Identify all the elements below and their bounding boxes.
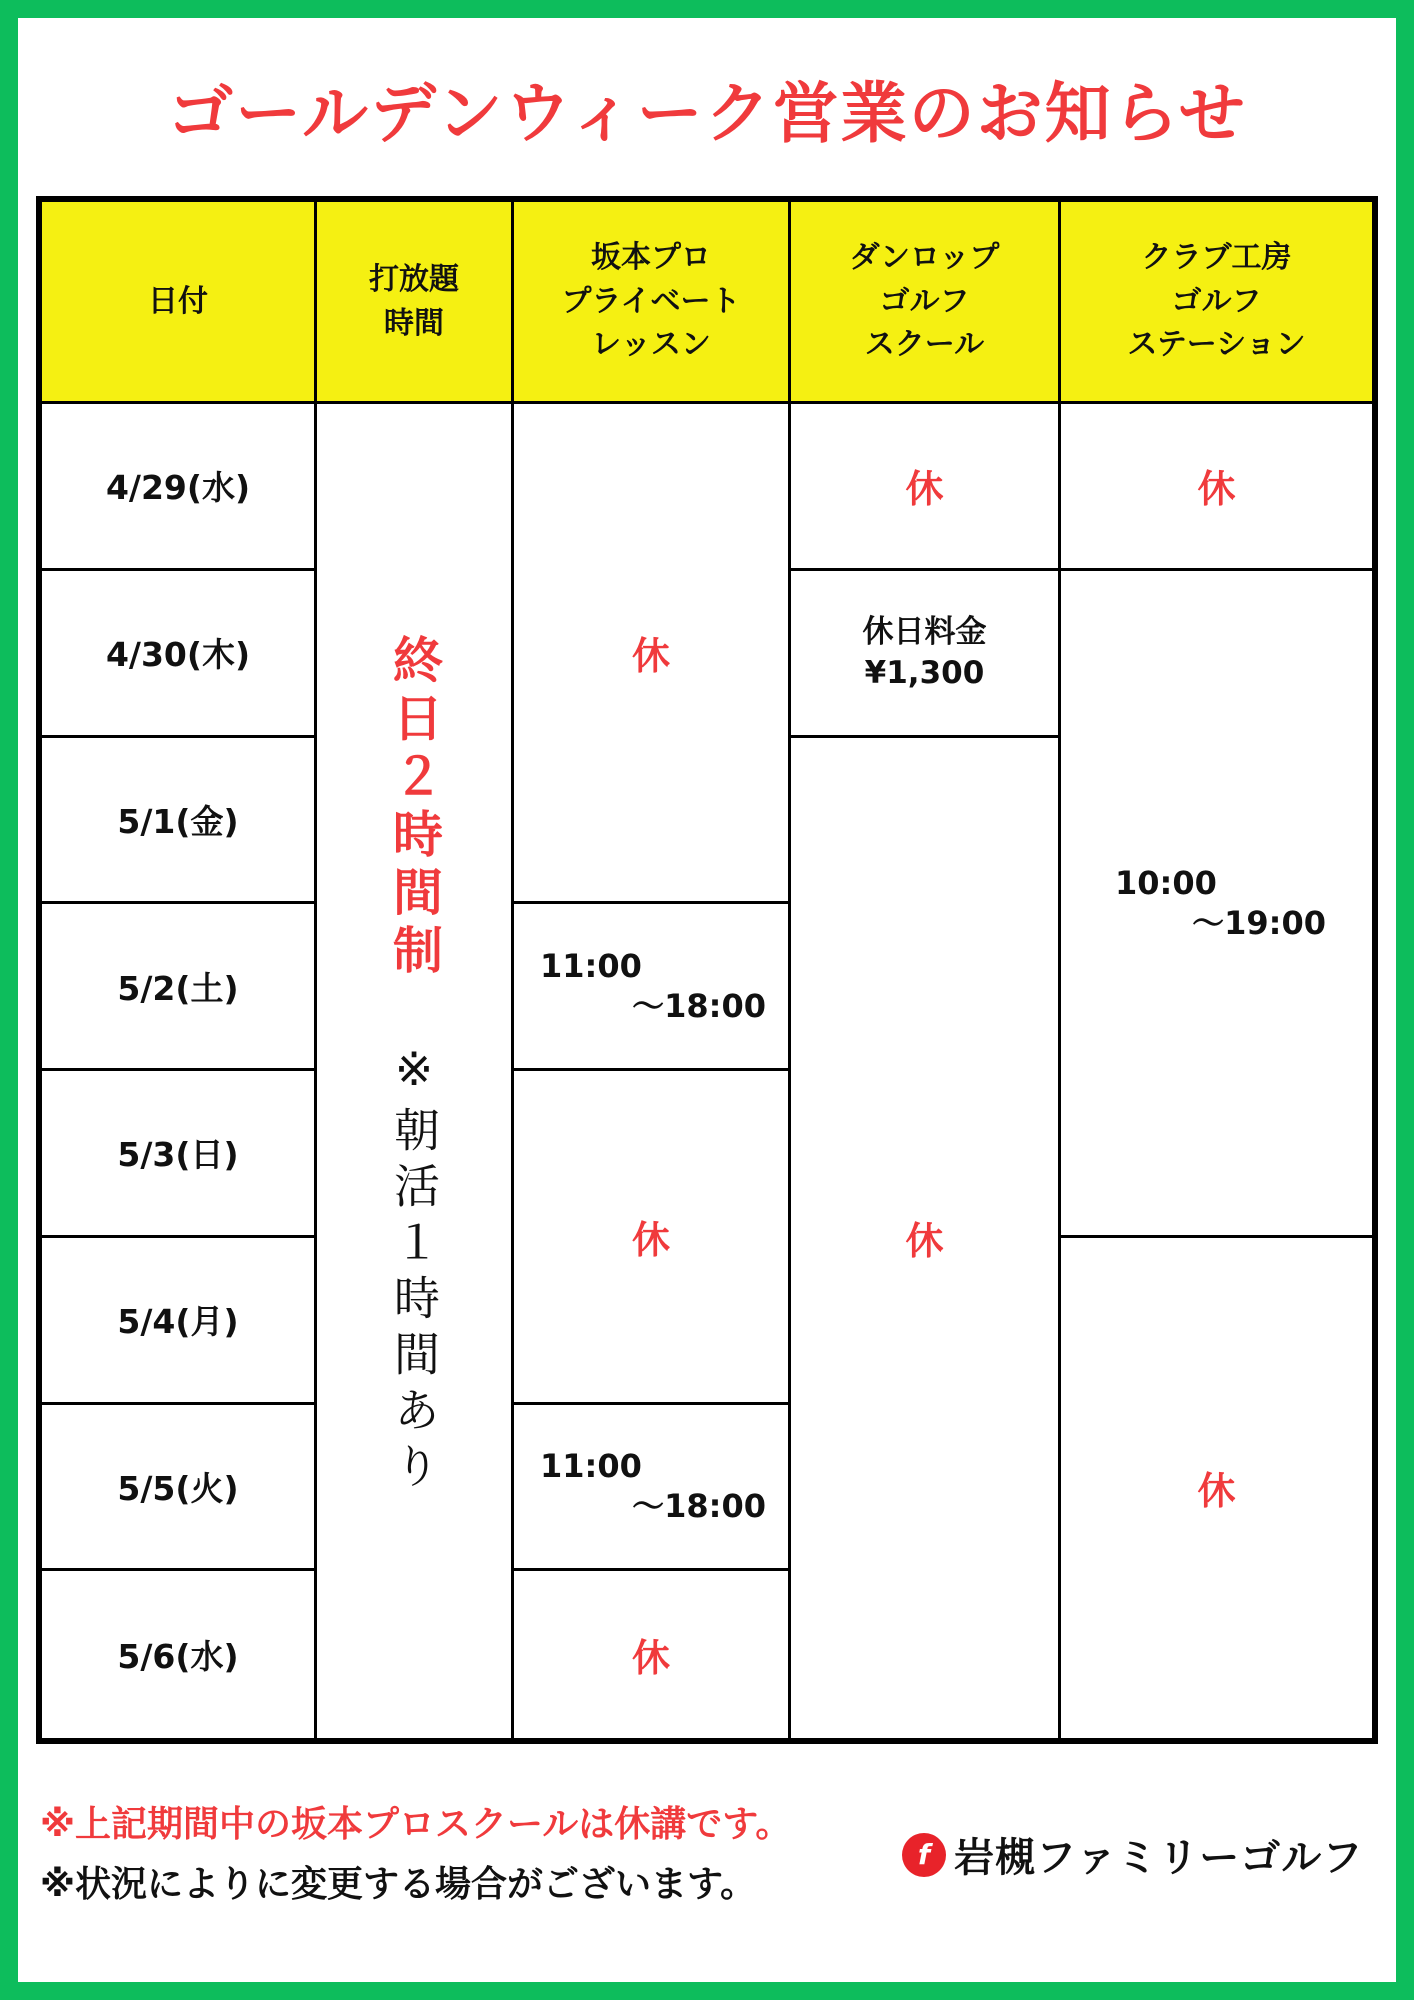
date-cell: 5/2(土) [42,904,317,1071]
date-cell: 5/3(日) [42,1071,317,1238]
dunlop-fee-cell [791,571,1061,738]
notice-line-1: ※上記期間中の坂本プロスクールは休講です。 [40,1804,792,1845]
practice-note-text: ※朝活１時間あり [387,1042,441,1498]
time-start: 10:00 [1115,863,1217,902]
date-cell: 5/4(月) [42,1238,317,1405]
date-cell: 5/1(金) [42,738,317,905]
header-dunlop-school: ダンロップ ゴルフ スクール [791,202,1061,404]
practice-main-text: 終日２時間制 [385,634,443,982]
time-start: 11:00 [540,947,642,986]
sakamoto-hours-cell [514,1405,791,1572]
time-end: 〜19:00 [1192,903,1326,942]
date-cell: 5/5(火) [42,1405,317,1572]
sakamoto-closed-cell: 休 [514,1071,791,1405]
date-cell: 4/30(木) [42,571,317,738]
dunlop-closed-cell: 休 [791,404,1061,571]
fee-label: 休日料金 [862,614,987,651]
header-club-station: クラブ工房 ゴルフ ステーション [1061,202,1372,404]
time-end: 〜18:00 [632,987,766,1026]
sakamoto-closed-cell: 休 [514,1571,791,1738]
header-date: 日付 [42,202,317,404]
sakamoto-closed-cell: 休 [514,404,791,904]
company-logo [902,1826,1363,1883]
schedule-table [36,196,1378,1744]
time-start: 11:00 [540,1447,642,1486]
date-cell: 5/6(水) [42,1571,317,1738]
header-practice-hours: 打放題 時間 [317,202,514,404]
club-hours-cell [1061,571,1372,1238]
header-sakamoto-lesson: 坂本プロ プライベート レッスン [514,202,791,404]
fee-value: ¥1,300 [864,654,985,691]
practice-hours-cell [317,404,514,1738]
club-closed-cell: 休 [1061,404,1372,571]
dunlop-closed-cell: 休 [791,738,1061,1739]
notice-line-2: ※状況によりに変更する場合がございます。 [40,1864,757,1905]
page-title: ゴールデンウィーク営業のお知らせ [167,75,1247,152]
logo-text: 岩槻ファミリーゴルフ [954,1835,1364,1881]
time-end: 〜18:00 [632,1487,766,1526]
date-cell: 4/29(水) [42,404,317,571]
logo-mark-icon: f [902,1833,946,1877]
sakamoto-hours-cell [514,904,791,1071]
club-closed-cell: 休 [1197,1469,1236,1514]
